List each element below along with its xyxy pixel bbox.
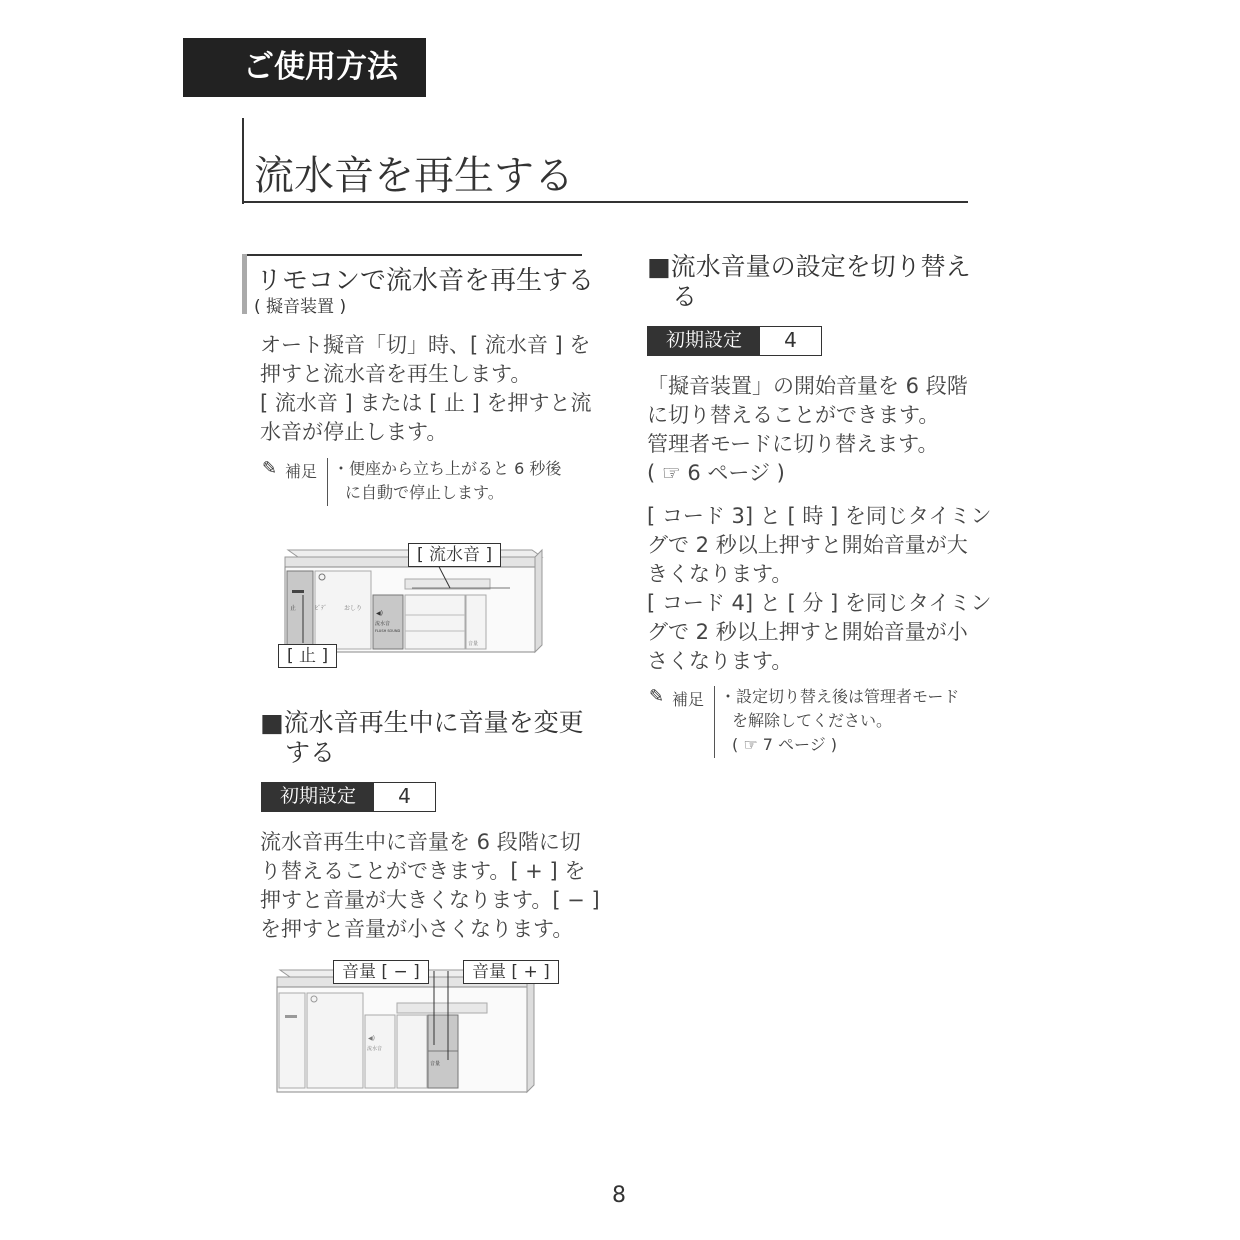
text-line: [ コード 4] と [ 分 ] を同じタイミン [647, 591, 992, 615]
text-line: グで 2 秒以上押すと開始音量が大 [647, 533, 968, 557]
stop-label: 止 [290, 605, 297, 612]
note-divider [327, 458, 328, 506]
heading-line: ■流水音量の設定を切り替え [647, 252, 971, 281]
initial-setting-label: 初期設定 [262, 783, 374, 811]
volume-setting-heading [647, 252, 971, 312]
text-line: きくなります。 [647, 562, 793, 586]
note-line-text: に自動で停止します。 [345, 483, 504, 502]
note-label: 補足 [285, 462, 318, 481]
text-line: [ 流水音 ] または [ 止 ] を押すと流 [260, 391, 592, 415]
section-tag: ご使用方法 [183, 38, 426, 97]
volume-down-callout: 音量 [ − ] [333, 960, 429, 984]
pencil-icon: ✎ [649, 686, 665, 707]
svg-text:◀): ◀) [368, 1035, 375, 1042]
text-line: ( ☞ 6 ページ ) [647, 461, 785, 485]
text-line: 押すと音量が大きくなります。[ − ] [260, 888, 600, 912]
initial-setting-box [647, 326, 822, 356]
volume-setting-body-2 [647, 502, 991, 676]
title-rule-vertical [242, 118, 244, 204]
vol-label: 音量 [430, 1061, 441, 1067]
note-line-text: ・便座から立ち上がると 6 秒後 [333, 459, 562, 478]
bidet-label: ﾋﾞﾃﾞ [315, 605, 328, 612]
initial-setting-value: 4 [784, 328, 797, 352]
note-text [720, 685, 959, 757]
text-line: り替えることができます。[ + ] を [260, 859, 586, 883]
text-line: オート擬音「切」時、[ 流水音 ] を [260, 333, 591, 357]
subheading-bar [242, 254, 247, 314]
remote-play-body [260, 331, 592, 447]
note-label: 補足 [672, 690, 705, 709]
heading-line: する [285, 738, 336, 767]
text-line: を押すと音量が小さくなります。 [260, 917, 574, 941]
page-number: 8 [612, 1183, 626, 1208]
note-line-text: ( ☞ 7 ページ ) [732, 735, 838, 754]
flow-label: 流水音 [367, 1046, 383, 1052]
volume-up-callout: 音量 [ + ] [463, 960, 559, 984]
stop-callout: [ 止 ] [278, 644, 337, 668]
text-line: グで 2 秒以上押すと開始音量が小 [647, 620, 968, 644]
initial-setting-label: 初期設定 [648, 327, 760, 355]
initial-setting-box [261, 782, 436, 812]
subheading-rule [242, 254, 582, 256]
text-line: 押すと流水音を再生します。 [260, 362, 532, 386]
note-line-text: ・設定切り替え後は管理者モード [720, 687, 960, 706]
title-rule-horizontal [242, 201, 968, 203]
text-line: さくなります。 [647, 649, 793, 673]
initial-setting-value: 4 [398, 784, 411, 808]
volume-change-heading [260, 708, 584, 768]
heading-line: ■流水音再生中に音量を変更 [260, 708, 584, 737]
oshiri-label: おしり [344, 605, 363, 612]
flow-callout: [ 流水音 ] [408, 543, 501, 567]
text-line: 水音が停止します。 [260, 420, 448, 444]
text-line: [ コード 3] と [ 時 ] を同じタイミン [647, 504, 992, 528]
page-title: 流水音を再生する [254, 153, 574, 199]
text-line: 流水音再生中に音量を 6 段階に切 [260, 830, 581, 854]
note-text [333, 457, 561, 505]
note-divider [714, 686, 715, 758]
volume-setting-body [647, 372, 968, 488]
remote-play-heading: リモコンで流水音を再生する [256, 266, 595, 296]
flow-en-label: FLUSH SOUND [375, 629, 401, 633]
remote-play-heading-sub: ( 擬音装置 ) [254, 297, 347, 317]
svg-text:◀): ◀) [376, 610, 383, 617]
pencil-icon: ✎ [262, 458, 278, 479]
text-line: に切り替えることができます。 [647, 403, 940, 427]
note-line-text: を解除してください。 [732, 711, 893, 730]
flow-label: 流水音 [375, 621, 391, 627]
volume-change-body [260, 828, 600, 944]
text-line: 管理者モードに切り替えます。 [647, 432, 939, 456]
text-line: 「擬音装置」の開始音量を 6 段階 [647, 374, 968, 398]
heading-line: る [672, 282, 698, 311]
vol-label: 音量 [468, 641, 479, 647]
